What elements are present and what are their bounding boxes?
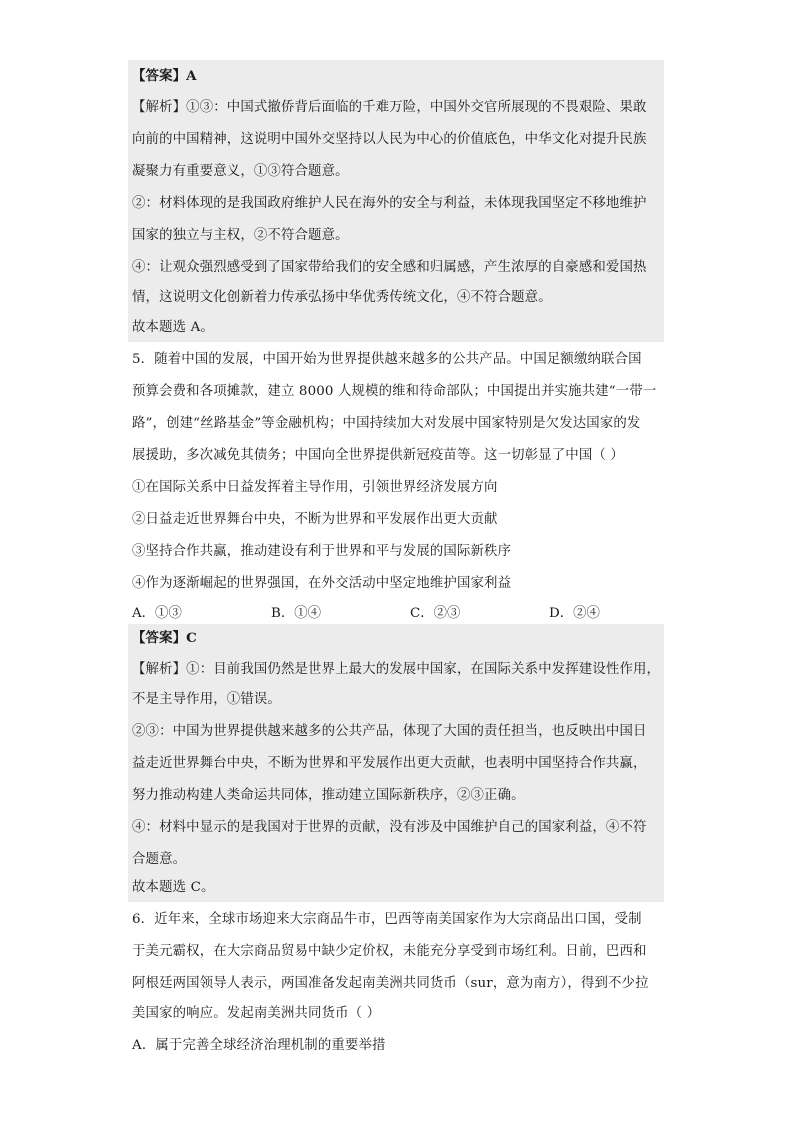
question-6-stem-line: 阿根廷两国领导人表示，两国准备发起南美洲共同货币（sur，意为南方），得到不少拉 xyxy=(132,976,649,991)
option-c: C．②③ xyxy=(410,606,461,621)
analysis-2-line: 益走近世界舞台中央，不断为世界和平发展作出更大贡献，也表明中国坚持合作共赢， xyxy=(132,756,647,771)
analysis-2-line: 努力推动构建人类命运共同体，推动建立国际新秩序，②③正确。 xyxy=(132,788,525,803)
question-5-statement: ③坚持合作共赢，推动建设有利于世界和平与发展的国际新秩序 xyxy=(132,544,512,559)
answer-1-label: 【答案】A xyxy=(132,68,197,84)
analysis-1-line: 情，这说明文化创新着力传承弘扬中华优秀传统文化，④不符合题意。 xyxy=(132,290,552,305)
analysis-1-line: ②：材料体现的是我国政府维护人民在海外的安全与利益，未体现我国坚定不移地维护 xyxy=(132,196,647,211)
analysis-2-line: 不是主导作用，①错误。 xyxy=(132,692,281,707)
analysis-2-conclusion: 故本题选 C。 xyxy=(132,880,215,895)
analysis-2-line: 【解析】①：目前我国仍然是世界上最大的发展中国家，在国际关系中发挥建设性作用， xyxy=(132,662,661,677)
question-5-statement: ④作为逐渐崛起的世界强国，在外交活动中坚定地维护国家利益 xyxy=(132,576,512,591)
question-6-stem-line: 美国家的响应。发起南美洲共同货币（ ） xyxy=(132,1006,381,1021)
analysis-2-line: ②③：中国为世界提供越来越多的公共产品，体现了大国的责任担当，也反映出中国日 xyxy=(132,724,647,739)
answer-2-label: 【答案】C xyxy=(132,630,197,646)
question-6-stem-line: 6．近年来，全球市场迎来大宗商品牛市，巴西等南美国家作为大宗商品出口国，受制 xyxy=(132,912,642,927)
option-a: A．①③ xyxy=(132,606,182,621)
option-d: D．②④ xyxy=(549,606,600,621)
analysis-2-line: 合题意。 xyxy=(132,852,187,867)
question-5-stem-line: 预算会费和各项摊款，建立 8000 人规模的维和待命部队；中国提出并实施共建“一带一 xyxy=(132,384,657,399)
question-5-options xyxy=(132,604,662,624)
question-6-stem-line: 于美元霸权，在大宗商品贸易中缺少定价权，未能充分享受到市场红利。日前，巴西和 xyxy=(132,944,647,959)
option-b: B．①④ xyxy=(271,606,322,621)
question-6-option-a: A．属于完善全球经济治理机制的重要举措 xyxy=(132,1038,386,1053)
analysis-1-line: 向前的中国精神，这说明中国外交坚持以人民为中心的价值底色，中华文化对提升民族 xyxy=(132,132,647,147)
analysis-1-line: 【解析】①③：中国式撤侨背后面临的千难万险，中国外交官所展现的不畏艰险、果敢 xyxy=(132,100,647,115)
analysis-1-line: ④：让观众强烈感受到了国家带给我们的安全感和归属感，产生浓厚的自豪感和爱国热 xyxy=(132,260,647,275)
question-5-statement: ②日益走近世界舞台中央，不断为世界和平发展作出更大贡献 xyxy=(132,512,498,527)
analysis-1-line: 凝聚力有重要意义，①③符合题意。 xyxy=(132,164,349,179)
question-5-stem-line: 路”，创建“丝路基金”等金融机构；中国持续加大对发展中国家特别是欠发达国家的发 xyxy=(132,416,641,431)
question-5-stem-line: 展援助，多次减免其债务；中国向全世界提供新冠疫苗等。这一切彰显了中国（ ） xyxy=(132,448,624,463)
question-5-stem-line: 5．随着中国的发展，中国开始为世界提供越来越多的公共产品。中国足额缴纳联合国 xyxy=(132,352,642,367)
analysis-1-conclusion: 故本题选 A。 xyxy=(132,320,214,335)
analysis-1-line: 国家的独立与主权，②不符合题意。 xyxy=(132,228,349,243)
analysis-2-line: ④：材料中显示的是我国对于世界的贡献，没有涉及中国维护自己的国家利益，④不符 xyxy=(132,820,647,835)
question-5-statement: ①在国际关系中日益发挥着主导作用，引领世界经济发展方向 xyxy=(132,480,498,495)
